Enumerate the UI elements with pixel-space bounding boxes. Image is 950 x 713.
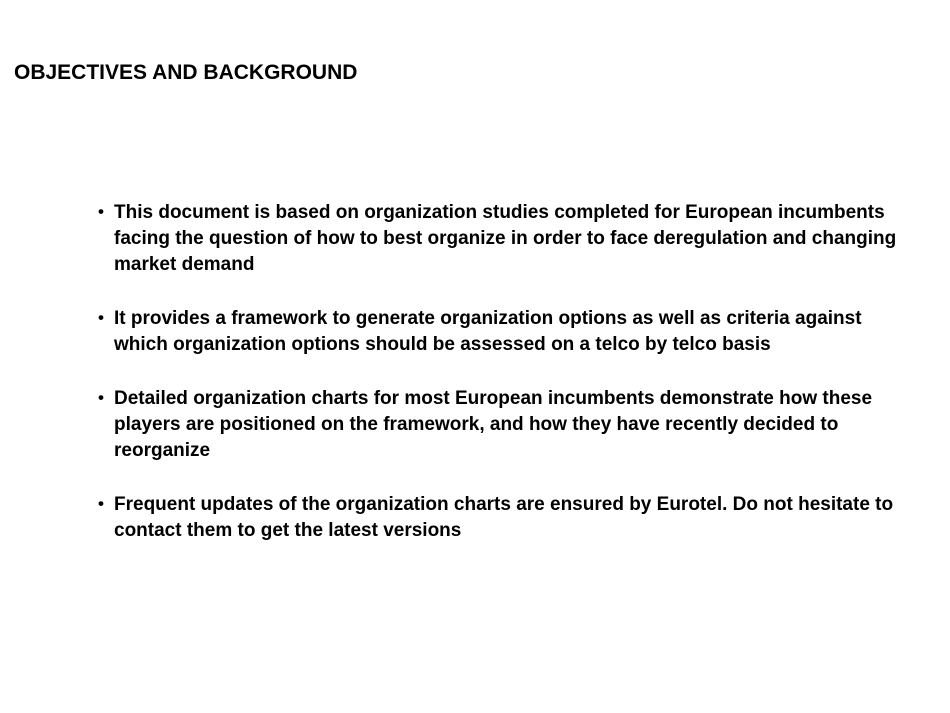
bullet-list bbox=[97, 200, 897, 572]
bullet-dot-icon: • bbox=[98, 388, 104, 407]
bullet-text: This document is based on organization studies completed for European incumbents facing the question of how to best organize in order to face deregulation and changing market demand bbox=[114, 202, 897, 275]
bullet-item bbox=[97, 200, 897, 278]
bullet-item bbox=[97, 492, 897, 544]
bullet-item bbox=[97, 386, 897, 464]
bullet-text: Detailed organization charts for most European incumbents demonstrate how these players are positioned on the framework, and how they have recently decided to reorganize bbox=[114, 388, 873, 461]
bullet-item bbox=[97, 306, 897, 358]
bullet-text: Frequent updates of the organization charts are ensured by Eurotel. Do not hesitate to contact them to get the latest versions bbox=[114, 494, 894, 541]
bullet-dot-icon: • bbox=[98, 494, 104, 513]
bullet-dot-icon: • bbox=[98, 202, 104, 221]
slide-title: OBJECTIVES AND BACKGROUND bbox=[14, 61, 358, 84]
bullet-text: It provides a framework to generate organization options as well as criteria against which organization options should be assessed on a telco by telco basis bbox=[114, 308, 862, 355]
bullet-dot-icon: • bbox=[98, 308, 104, 327]
